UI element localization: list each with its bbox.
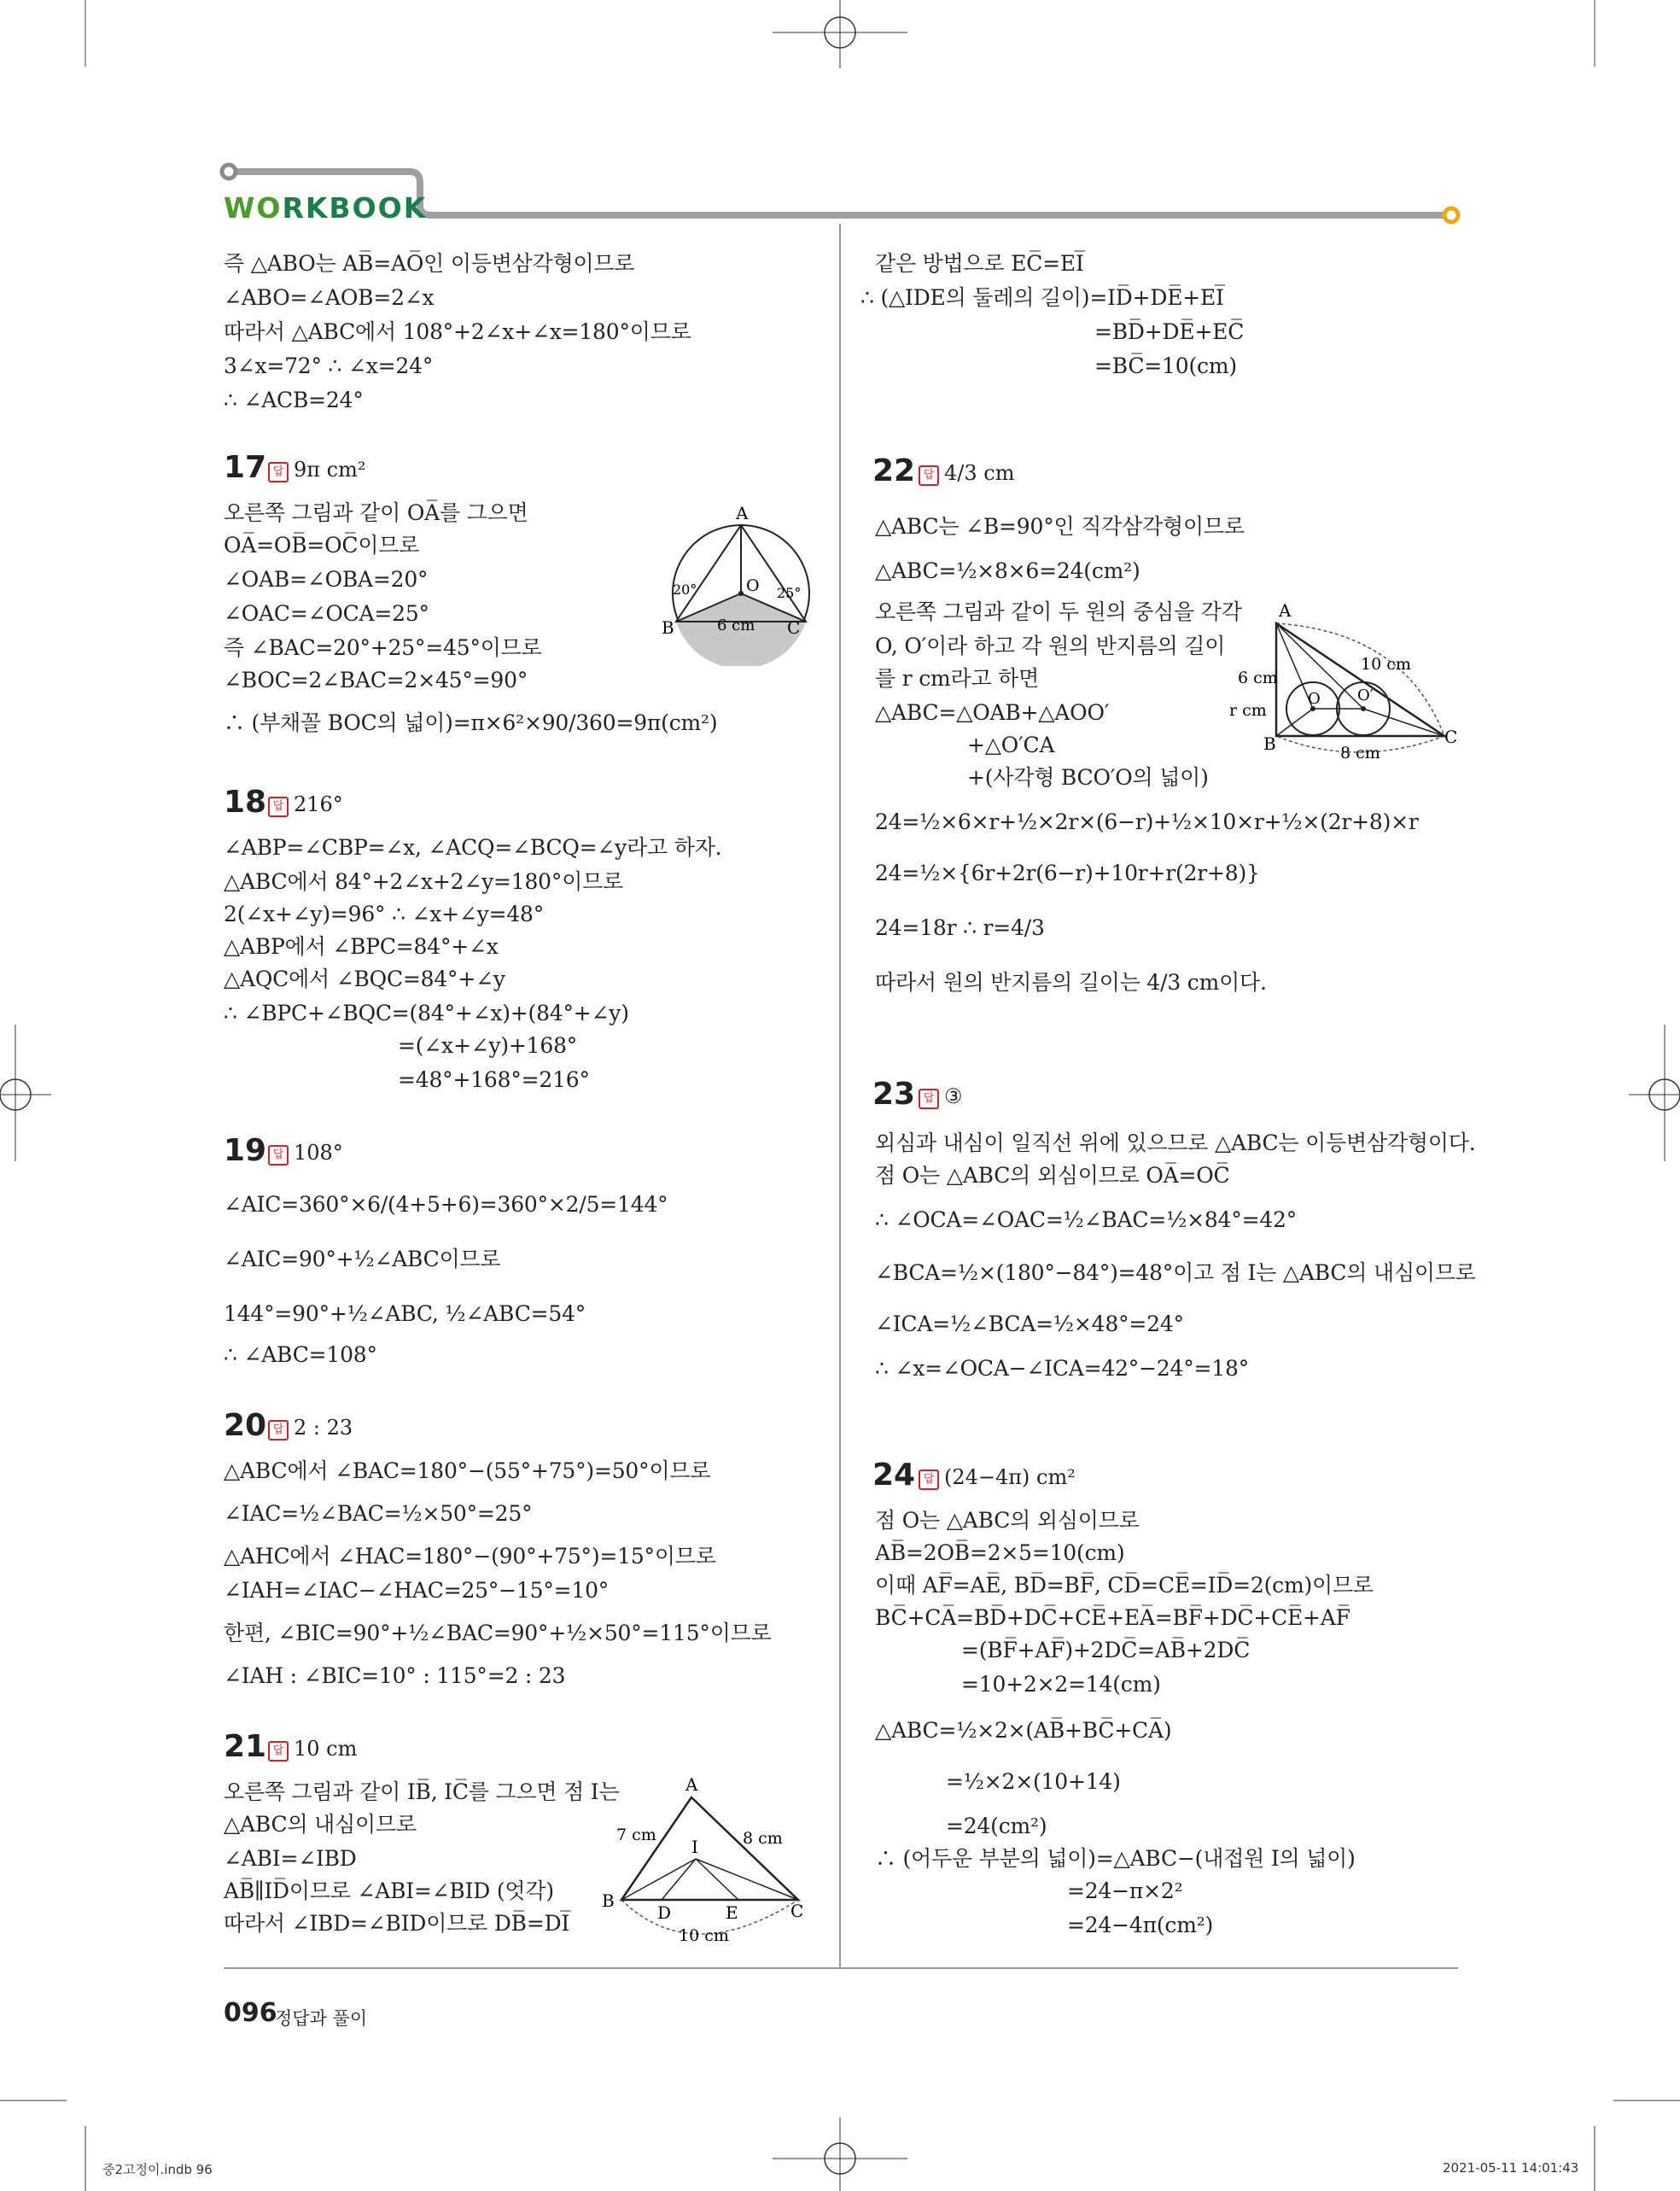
text-line: 따라서 원의 반지름의 길이는 4/3 cm이다. [875, 970, 1267, 995]
text-line: =24(cm²) [946, 1814, 1047, 1838]
text-line: O, O′이라 하고 각 원의 반지름의 길이 [875, 634, 1226, 658]
text-line: =24−π×2² [1067, 1878, 1183, 1903]
fig-label: 7 cm [616, 1826, 656, 1844]
fig-label: 6 cm [717, 616, 755, 634]
text-line: ∴ ∠BPC+∠BQC=(84°+∠x)+(84°+∠y) [224, 1001, 629, 1025]
problem-number: 17 [224, 450, 267, 485]
fig-label: A [1279, 600, 1292, 621]
fig-label: O [746, 576, 760, 595]
answer-badge: 답 [919, 1089, 939, 1109]
problem-number: 18 [224, 785, 267, 820]
text-line: ∠ABO=∠AOB=2∠x [224, 285, 435, 310]
text-line: ∠ICA=½∠BCA=½×48°=24° [875, 1312, 1184, 1336]
fig-label: O′ [1357, 687, 1374, 704]
text-line: 오른쪽 그림과 같이 두 원의 중심을 각각 [875, 599, 1242, 624]
text-line: 같은 방법으로 EC̅=EI̅ [875, 251, 1084, 276]
fig-label: r cm [1229, 701, 1267, 720]
page-number: 096 [224, 1998, 277, 2028]
text-line: 외심과 내심이 일직선 위에 있으므로 △ABC는 이등변삼각형이다. [875, 1131, 1476, 1155]
text-line: △ABC=½×8×6=24(cm²) [875, 558, 1140, 583]
text-line: ∠IAC=½∠BAC=½×50°=25° [224, 1501, 533, 1526]
text-line: 를 r cm라고 하면 [875, 666, 1040, 691]
problem-number: 19 [224, 1133, 267, 1168]
print-timestamp: 2021-05-11 14:01:43 [1443, 2160, 1579, 2176]
fig-label: B [1263, 733, 1276, 754]
text-line: +(사각형 BCO′O의 넓이) [967, 765, 1209, 790]
text-line: AB̅∥ID̅이므로 ∠ABI=∠BID (엇각) [224, 1878, 554, 1903]
text-line: AB̅=2OB̅=2×5=10(cm) [875, 1540, 1125, 1565]
problem-number: 23 [872, 1077, 916, 1112]
text-line: ∠OAC=∠OCA=25° [224, 601, 429, 626]
text-line: 24=18r ∴ r=4/3 [875, 915, 1045, 940]
problem-number: 20 [224, 1408, 267, 1443]
problem-number: 24 [872, 1458, 916, 1493]
text-line: 점 O는 △ABC의 외심이므로 [875, 1508, 1140, 1533]
text-line: 한편, ∠BIC=90°+½∠BAC=90°+½×50°=115°이므로 [224, 1621, 772, 1645]
fig-label: C [790, 1901, 804, 1921]
fig-label: B [662, 617, 674, 638]
answer-badge: 답 [919, 465, 939, 486]
fig-label: 25° [777, 585, 802, 601]
text-line: ∴ ∠x=∠OCA−∠ICA=42°−24°=18° [875, 1356, 1250, 1381]
file-name: 중2고정이.indb 96 [102, 2162, 213, 2177]
text-line: 즉 ∠BAC=20°+25°=45°이므로 [224, 635, 542, 660]
text-line: ∠IAH : ∠BIC=10° : 115°=2 : 23 [224, 1663, 566, 1688]
text-line: 즉 △ABO는 AB̅=AO̅인 이등변삼각형이므로 [224, 251, 635, 276]
fig-label: A [685, 1774, 698, 1795]
answer-badge: 답 [268, 797, 289, 817]
text-line: =48°+168°=216° [398, 1067, 590, 1092]
text-line: 144°=90°+½∠ABC, ½∠ABC=54° [224, 1301, 586, 1326]
text-line: 24=½×{6r+2r(6−r)+10r+r(2r+8)} [875, 861, 1260, 885]
text-line: =24−4π(cm²) [1067, 1913, 1214, 1937]
answer-badge: 답 [919, 1469, 939, 1490]
text-line: OA̅=OB̅=OC̅이므로 [224, 533, 420, 558]
text-line: +△O′CA [967, 733, 1055, 757]
text-line: ∠IAH=∠IAC−∠HAC=25°−15°=10° [224, 1578, 610, 1603]
text-line: 24=½×6×r+½×2r×(6−r)+½×10×r+½×(2r+8)×r [875, 809, 1419, 834]
text-line: 오른쪽 그림과 같이 OA̅를 그으면 [224, 500, 528, 525]
fig-label: I [691, 1837, 698, 1857]
problem-number: 21 [224, 1729, 267, 1764]
text-line: △AHC에서 ∠HAC=180°−(90°+75°)=15°이므로 [224, 1544, 716, 1569]
text-line: BC̅+CA̅=BD̅+DC̅+CE̅+EA̅=BF̅+DC̅+CE̅+AF̅ [875, 1605, 1350, 1630]
text-line: ∠ABI=∠IBD [224, 1846, 357, 1871]
text-line: ∴ ∠ACB=24° [224, 388, 364, 412]
text-line: =BC̅=10(cm) [1094, 353, 1237, 378]
text-line: ∠BOC=2∠BAC=2×45°=90° [224, 668, 528, 692]
text-line: ∠AIC=90°+½∠ABC이므로 [224, 1247, 501, 1271]
text-line: ∴ ∠OCA=∠OAC=½∠BAC=½×84°=42° [875, 1207, 1298, 1232]
text-line: ∴ (어두운 부분의 넓이)=△ABC−(내접원 I의 넓이) [875, 1846, 1356, 1871]
answer: 답 ③ [919, 1082, 963, 1111]
text-line: △ABC에서 84°+2∠x+2∠y=180°이므로 [224, 869, 624, 894]
answer: 답 2 : 23 [268, 1413, 353, 1442]
fig-label: 8 cm [1340, 744, 1380, 762]
figure-17-circle [657, 495, 811, 666]
fig-label: B [602, 1890, 615, 1911]
text-line: 점 O는 △ABC의 외심이므로 OA̅=OC̅ [875, 1163, 1230, 1188]
text-line: ∴ ∠ABC=108° [224, 1342, 377, 1367]
fig-label: D [657, 1902, 672, 1923]
fig-label: C [1444, 727, 1458, 747]
fig-label: 10 cm [1361, 655, 1411, 674]
figure-21-triangle [598, 1772, 820, 1943]
text-line: =½×2×(10+14) [946, 1769, 1121, 1794]
text-line: ∠BCA=½×(180°−84°)=48°이고 점 I는 △ABC의 내심이므로 [875, 1260, 1476, 1285]
text-line: △ABC에서 ∠BAC=180°−(55°+75°)=50°이므로 [224, 1458, 711, 1483]
answer: 답 9π cm² [268, 455, 366, 484]
answer-badge: 답 [268, 1420, 289, 1440]
answer: 답 (24−4π) cm² [919, 1463, 1076, 1492]
text-line: =(BF̅+AF̅)+2DC̅=AB̅+2DC̅ [961, 1638, 1251, 1662]
answer-badge: 답 [268, 1741, 289, 1762]
text-line: =(∠x+∠y)+168° [398, 1033, 578, 1058]
fig-label: 6 cm [1238, 669, 1278, 687]
text-line: △ABC의 내심이므로 [224, 1812, 417, 1837]
text-line: ∴ (△IDE의 둘레의 길이)=ID̅+DE̅+EI̅ [860, 285, 1224, 310]
text-line: ∠AIC=360°×6/(4+5+6)=360°×2/5=144° [224, 1192, 668, 1217]
fig-label: A [736, 503, 749, 523]
text-line: 따라서 ∠IBD=∠BID이므로 DB̅=DI̅ [224, 1911, 570, 1936]
text-line: ∠ABP=∠CBP=∠x, ∠ACQ=∠BCQ=∠y라고 하자. [224, 835, 722, 860]
text-line: ∠OAB=∠OBA=20° [224, 567, 429, 592]
text-line: △AQC에서 ∠BQC=84°+∠y [224, 967, 505, 991]
text-line: 오른쪽 그림과 같이 IB̅, IC̅를 그으면 점 I는 [224, 1779, 620, 1804]
answer-badge: 답 [268, 462, 289, 482]
text-line: 따라서 △ABC에서 108°+2∠x+∠x=180°이므로 [224, 319, 691, 344]
fig-label: 10 cm [679, 1926, 729, 1943]
fig-label: 20° [673, 581, 697, 598]
page-label: 정답과 풀이 [275, 2008, 368, 2029]
answer: 답 216° [268, 790, 343, 819]
text-line: △ABP에서 ∠BPC=84°+∠x [224, 934, 499, 959]
fig-label: 8 cm [743, 1829, 783, 1848]
text-line: =BD̅+DE̅+EC̅ [1094, 319, 1245, 344]
fig-label: E [726, 1902, 738, 1923]
text-line: ∴ (부채꼴 BOC의 넓이)=π×6²×90/360=9π(cm²) [224, 710, 718, 735]
answer: 답 10 cm [268, 1734, 357, 1763]
answer: 답 108° [268, 1138, 343, 1167]
text-line: △ABC는 ∠B=90°인 직각삼각형이므로 [875, 514, 1245, 539]
problem-number: 22 [872, 453, 916, 488]
answer-badge: 답 [268, 1145, 289, 1166]
text-line: △ABC=△OAB+△AOO′ [875, 700, 1110, 725]
text-line: △ABC=½×2×(AB̅+BC̅+CA̅) [875, 1718, 1172, 1743]
text-line: 2(∠x+∠y)=96° ∴ ∠x+∠y=48° [224, 902, 545, 926]
fig-label: O [1308, 690, 1321, 708]
answer: 답 4/3 cm [919, 459, 1014, 488]
text-line: 이때 AF̅=AE̅, BD̅=BF̅, CD̅=CE̅=ID̅=2(cm)이므로 [875, 1573, 1374, 1598]
fig-label: C [787, 617, 801, 638]
text-line: =10+2×2=14(cm) [961, 1672, 1161, 1697]
text-line: 3∠x=72° ∴ ∠x=24° [224, 353, 434, 378]
workbook-logo: WORKBOOK [224, 191, 428, 225]
figure-22-triangle [1221, 598, 1468, 768]
